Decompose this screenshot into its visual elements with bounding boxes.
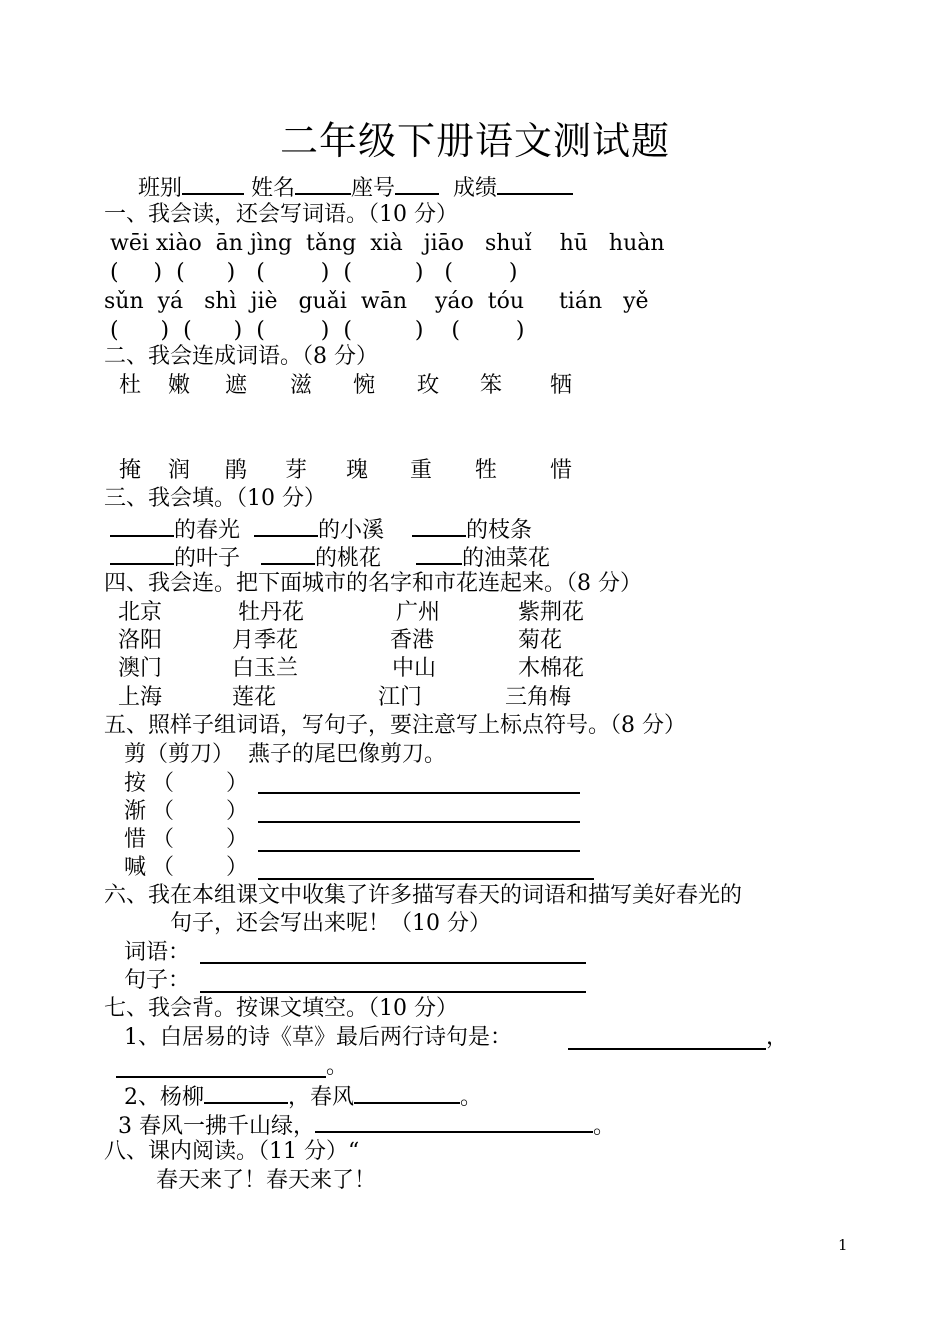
paren-open: （ bbox=[152, 799, 175, 824]
paren-open: （ bbox=[152, 855, 175, 880]
fill-blank[interactable] bbox=[254, 515, 318, 537]
section-1-heading: 一、我会读，还会写词语。（10 分） bbox=[104, 202, 458, 227]
q2-text-b: ，春风 bbox=[288, 1085, 355, 1110]
answer-brackets-row-1[interactable]: ( ) ( ) ( ) ( ) ( ) bbox=[110, 260, 518, 285]
fill-blank[interactable] bbox=[110, 543, 174, 565]
sentence-line[interactable] bbox=[258, 850, 580, 852]
score-label: 成绩 bbox=[453, 176, 498, 201]
city-flower[interactable]: 白玉兰 bbox=[232, 656, 299, 681]
fill-phrase: 的叶子 bbox=[174, 546, 241, 571]
q3-blank[interactable] bbox=[315, 1111, 593, 1133]
city-flower[interactable]: 菊花 bbox=[518, 628, 563, 653]
city-name[interactable]: 广州 bbox=[396, 600, 441, 625]
city-name[interactable]: 北京 bbox=[118, 600, 163, 625]
example-sentence: 剪（剪刀） 燕子的尾巴像剪刀。 bbox=[124, 742, 446, 767]
city-flower[interactable]: 三角梅 bbox=[505, 685, 572, 710]
sentences-label: 句子： bbox=[124, 968, 191, 993]
section-6-heading: 六、我在本组课文中收集了许多描写春天的词语和描写美好春光的 bbox=[104, 883, 743, 908]
char-bottom-3[interactable]: 鹃 bbox=[225, 458, 248, 483]
period: 。 bbox=[326, 1054, 349, 1079]
city-flower[interactable]: 莲花 bbox=[232, 685, 277, 710]
sentence-line[interactable] bbox=[258, 878, 594, 880]
char-top-5[interactable]: 惋 bbox=[353, 373, 376, 398]
city-flower[interactable]: 月季花 bbox=[232, 628, 299, 653]
question-7-1: 1、白居易的诗《草》最后两行诗句是： bbox=[124, 1025, 512, 1050]
char-bottom-7[interactable]: 牲 bbox=[475, 458, 498, 483]
class-label: 班别 bbox=[138, 176, 183, 201]
paren-open: （ bbox=[152, 771, 175, 796]
reading-passage-line-1: 春天来了！春天来了！ bbox=[156, 1168, 377, 1193]
city-flower[interactable]: 紫荆花 bbox=[518, 600, 585, 625]
section-4-heading: 四、我会连。把下面城市的名字和市花连起来。（8 分） bbox=[104, 571, 642, 596]
question-7-3 bbox=[118, 1111, 615, 1140]
city-name[interactable]: 香港 bbox=[390, 628, 435, 653]
poem-line-blank[interactable] bbox=[116, 1076, 326, 1078]
char-top-6[interactable]: 玫 bbox=[417, 373, 440, 398]
comma: ， bbox=[766, 1025, 789, 1050]
words-label: 词语： bbox=[124, 940, 191, 965]
section-6-heading-cont: 句子，还会写出来呢！（10 分） bbox=[170, 911, 491, 936]
city-flower[interactable]: 木棉花 bbox=[518, 656, 585, 681]
student-info-line bbox=[138, 173, 573, 202]
words-line[interactable] bbox=[200, 962, 586, 964]
char-bottom-2[interactable]: 润 bbox=[168, 458, 191, 483]
question-7-2 bbox=[124, 1082, 482, 1111]
paren-close: ） bbox=[226, 855, 249, 880]
city-name[interactable]: 江门 bbox=[378, 685, 423, 710]
city-name[interactable]: 澳门 bbox=[118, 656, 163, 681]
section-2-heading: 二、我会连成词语。（8 分） bbox=[104, 344, 378, 369]
char-bottom-6[interactable]: 重 bbox=[410, 458, 433, 483]
seat-label: 座号 bbox=[351, 176, 396, 201]
poem-line-blank[interactable] bbox=[568, 1048, 766, 1050]
city-flower[interactable]: 牡丹花 bbox=[238, 600, 305, 625]
paren-close: ） bbox=[226, 771, 249, 796]
q2-blank[interactable] bbox=[354, 1082, 460, 1104]
section-7-heading: 七、我会背。按课文填空。（10 分） bbox=[104, 996, 458, 1021]
pinyin-row-1: wēi xiào ān jìng tǎng xià jiāo shuǐ hū huàn bbox=[110, 231, 665, 256]
char-top-8[interactable]: 牺 bbox=[550, 373, 573, 398]
sentence-line[interactable] bbox=[258, 821, 580, 823]
word-char: 喊 bbox=[124, 855, 147, 880]
section-3-heading: 三、我会填。（10 分） bbox=[104, 486, 326, 511]
class-blank[interactable] bbox=[182, 173, 244, 195]
fill-row-1 bbox=[110, 515, 532, 544]
char-bottom-1[interactable]: 掩 bbox=[119, 458, 142, 483]
fill-blank[interactable] bbox=[412, 515, 466, 537]
char-bottom-8[interactable]: 惜 bbox=[550, 458, 573, 483]
city-name[interactable]: 上海 bbox=[118, 685, 163, 710]
section-5-heading: 五、照样子组词语，写句子，要注意写上标点符号。（8 分） bbox=[104, 713, 686, 738]
paren-close: ） bbox=[226, 799, 249, 824]
char-top-4[interactable]: 滋 bbox=[290, 373, 313, 398]
fill-phrase: 的春光 bbox=[174, 518, 241, 543]
city-name[interactable]: 洛阳 bbox=[118, 628, 163, 653]
char-top-2[interactable]: 嫩 bbox=[168, 373, 191, 398]
word-char: 渐 bbox=[124, 799, 147, 824]
word-char: 惜 bbox=[124, 827, 147, 852]
page-title: 二年级下册语文测试题 bbox=[279, 119, 670, 163]
char-top-7[interactable]: 笨 bbox=[480, 373, 503, 398]
name-blank[interactable] bbox=[295, 173, 351, 195]
q2-text-c: 。 bbox=[460, 1085, 483, 1110]
fill-phrase: 的小溪 bbox=[318, 518, 385, 543]
fill-phrase: 的桃花 bbox=[315, 546, 382, 571]
q3-text-a: 3 春风一拂千山绿， bbox=[118, 1114, 315, 1139]
fill-blank[interactable] bbox=[416, 543, 462, 565]
char-top-1[interactable]: 杜 bbox=[119, 373, 142, 398]
city-name[interactable]: 中山 bbox=[392, 656, 437, 681]
fill-phrase: 的油菜花 bbox=[461, 546, 550, 571]
section-8-heading: 八、课内阅读。（11 分）“ bbox=[104, 1139, 360, 1164]
q2-text-a: 2、杨柳 bbox=[124, 1085, 204, 1110]
paren-open: （ bbox=[152, 827, 175, 852]
word-char: 按 bbox=[124, 771, 147, 796]
sentence-line[interactable] bbox=[258, 792, 580, 794]
fill-blank[interactable] bbox=[261, 543, 315, 565]
fill-row-2 bbox=[110, 543, 550, 572]
q2-blank[interactable] bbox=[204, 1082, 288, 1104]
answer-brackets-row-2[interactable]: ( ) ( ) ( ) ( ) ( ) bbox=[110, 318, 525, 343]
fill-phrase: 的枝条 bbox=[466, 518, 533, 543]
paren-close: ） bbox=[226, 827, 249, 852]
pinyin-row-2: sǔn yá shì jiè guǎi wān yáo tóu tián yě bbox=[104, 289, 649, 314]
char-bottom-5[interactable]: 瑰 bbox=[346, 458, 369, 483]
char-bottom-4[interactable]: 芽 bbox=[285, 458, 308, 483]
score-blank[interactable] bbox=[497, 173, 573, 195]
q3-text-b: 。 bbox=[593, 1114, 616, 1139]
fill-blank[interactable] bbox=[110, 515, 174, 537]
name-label: 姓名 bbox=[251, 176, 296, 201]
page-number: 1 bbox=[838, 1236, 848, 1254]
sentences-line[interactable] bbox=[200, 991, 586, 993]
seat-blank[interactable] bbox=[395, 173, 439, 195]
char-top-3[interactable]: 遮 bbox=[225, 373, 248, 398]
